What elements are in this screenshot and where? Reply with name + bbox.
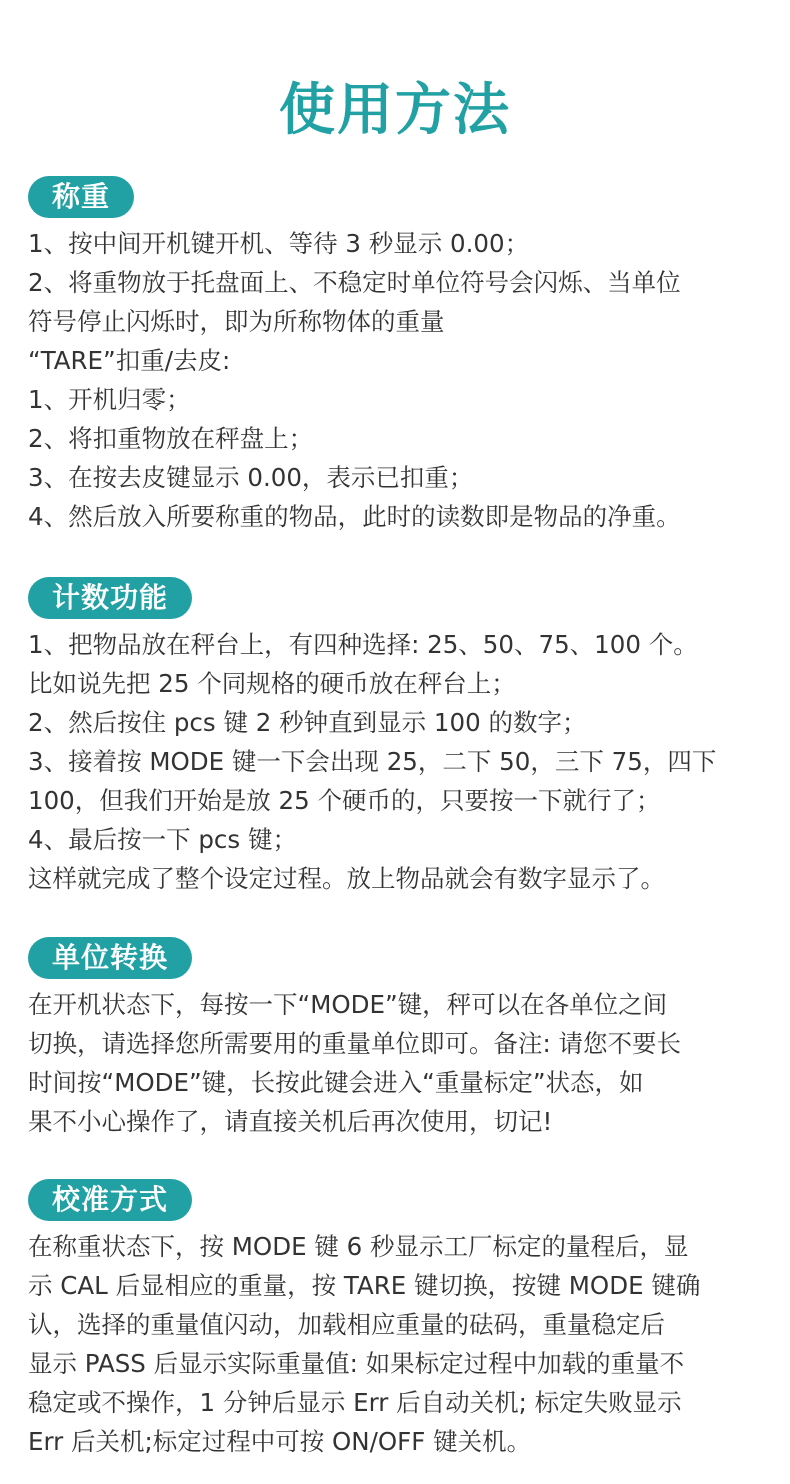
section-unit-conversion — [28, 937, 768, 1141]
text-line: 认，选择的重量值闪动，加载相应重量的砝码，重量稳定后 — [28, 1310, 665, 1339]
text-line: 示 CAL 后显相应的重量，按 TARE 键切换，按键 MODE 键确 — [28, 1271, 701, 1300]
section-body-weighing — [28, 224, 768, 536]
text-line: 切换，请选择您所需要用的重量单位即可。备注: 请您不要长 — [28, 1029, 682, 1058]
text-line: 稳定或不操作，1 分钟后显示 Err 后自动关机; 标定失败显示 — [28, 1388, 682, 1417]
text-line: 这样就完成了整个设定过程。放上物品就会有数字显示了。 — [28, 864, 665, 893]
text-line: 4、然后放入所要称重的物品，此时的读数即是物品的净重。 — [28, 502, 681, 531]
section-body-counting — [28, 625, 768, 898]
text-line: 1、按中间开机键开机、等待 3 秒显示 0.00； — [28, 229, 530, 258]
text-line: “TARE”扣重/去皮: — [28, 346, 231, 375]
section-heading-weighing: 称重 — [28, 176, 134, 218]
section-heading-counting: 计数功能 — [28, 577, 192, 619]
text-line: 果不小心操作了，请直接关机后再次使用，切记! — [28, 1107, 553, 1136]
page-title: 使用方法 — [279, 78, 511, 143]
text-line: 3、在按去皮键显示 0.00，表示已扣重； — [28, 463, 474, 492]
text-line: 在开机状态下，每按一下“MODE”键，秤可以在各单位之间 — [28, 990, 668, 1019]
text-line: 100，但我们开始是放 25 个硬币的，只要按一下就行了； — [28, 786, 661, 815]
text-line: 4、最后按一下 pcs 键； — [28, 825, 297, 854]
text-line: 比如说先把 25 个同规格的硬币放在秤台上； — [28, 669, 516, 698]
section-body-unit-conversion — [28, 985, 768, 1141]
section-calibration — [28, 1179, 768, 1461]
text-line: 显示 PASS 后显示实际重量值: 如果标定过程中加载的重量不 — [28, 1349, 685, 1378]
section-body-calibration — [28, 1227, 768, 1461]
text-line: 3、接着按 MODE 键一下会出现 25，二下 50，三下 75，四下 — [28, 747, 717, 776]
text-line: 1、开机归零； — [28, 385, 191, 414]
section-counting — [28, 577, 768, 898]
text-line: 2、将扣重物放在秤盘上； — [28, 424, 314, 453]
section-heading-calibration: 校准方式 — [28, 1179, 192, 1221]
text-line: 2、然后按住 pcs 键 2 秒钟直到显示 100 的数字； — [28, 708, 587, 737]
section-heading-unit-conversion: 单位转换 — [28, 937, 192, 979]
text-line: 在称重状态下，按 MODE 键 6 秒显示工厂标定的量程后，显 — [28, 1232, 689, 1261]
text-line: 时间按“MODE”键，长按此键会进入“重量标定”状态，如 — [28, 1068, 644, 1097]
section-weighing — [28, 176, 768, 536]
text-line: Err 后关机;标定过程中可按 ON/OFF 键关机。 — [28, 1427, 532, 1456]
text-line: 2、将重物放于托盘面上、不稳定时单位符号会闪烁、当单位 — [28, 268, 681, 297]
text-line: 符号停止闪烁时，即为所称物体的重量 — [28, 307, 445, 336]
text-line: 1、把物品放在秤台上，有四种选择: 25、50、75、100 个。 — [28, 630, 698, 659]
